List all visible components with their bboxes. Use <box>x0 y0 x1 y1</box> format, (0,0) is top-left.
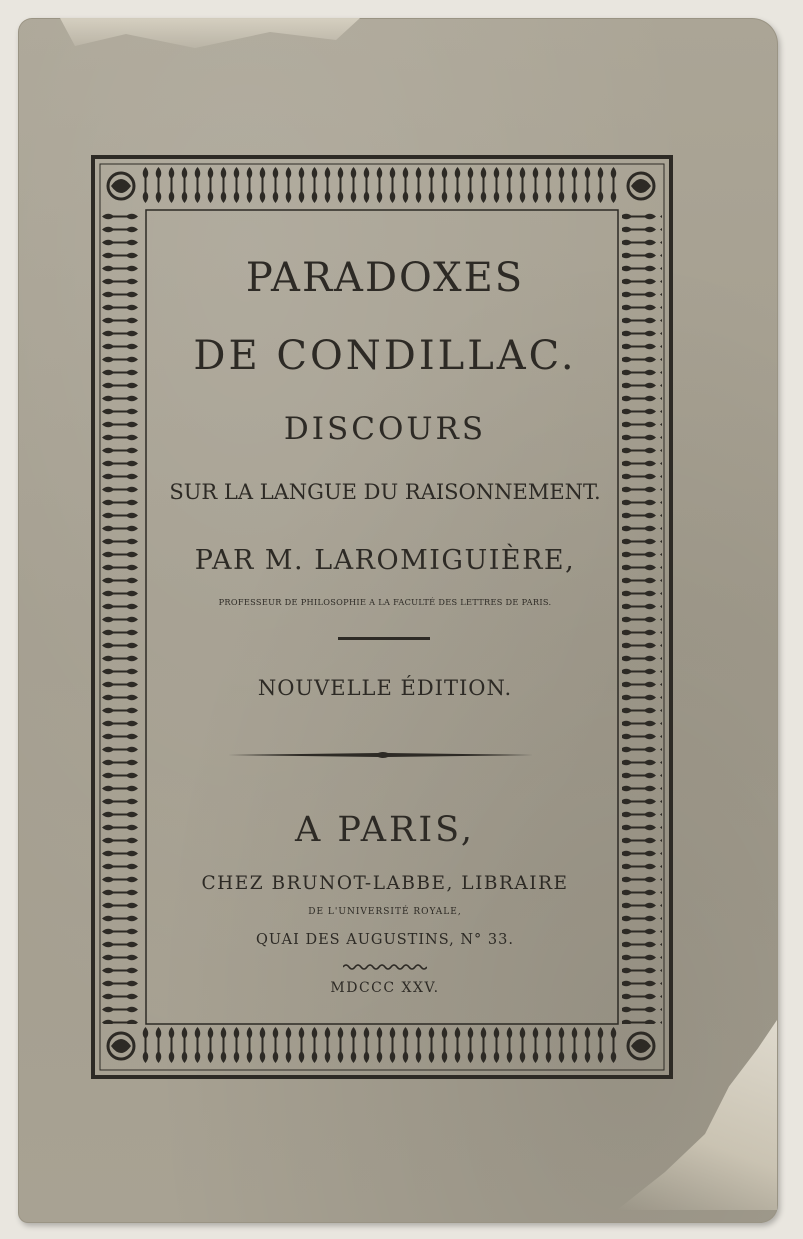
corner-ornament-bottom-right <box>628 1033 654 1059</box>
title-line-2: DE CONDILLAC. <box>193 333 577 379</box>
corner-ornament-bottom-left <box>108 1033 134 1059</box>
imprint-address: QUAI DES AUGUSTINS, N° 33. <box>256 932 514 948</box>
author-position: PROFESSEUR DE PHILOSOPHIE A LA FACULTÉ DES LETTRES DE PARIS. <box>218 597 552 607</box>
imprint-affiliation: DE L'UNIVERSITÉ ROYALE, <box>308 907 462 917</box>
short-divider <box>338 637 430 640</box>
long-divider <box>228 749 533 761</box>
wavy-divider <box>343 963 427 971</box>
imprint-city: A PARIS, <box>294 810 476 850</box>
subtitle-line-1: DISCOURS <box>283 411 487 447</box>
corner-ornament-top-right <box>628 173 654 199</box>
edition-label: NOUVELLE ÉDITION. <box>257 676 513 700</box>
corner-ornament-top-left <box>108 173 134 199</box>
title-line-1: PARADOXES <box>245 255 525 301</box>
subtitle-line-2: SUR LA LANGUE DU RAISONNEMENT. <box>169 480 601 504</box>
imprint-publisher: CHEZ BRUNOT-LABBE, LIBRAIRE <box>201 873 569 894</box>
imprint-year: MDCCC XXV. <box>330 980 440 996</box>
author-name: PAR M. LAROMIGUIÈRE, <box>194 545 576 576</box>
title-page-text <box>150 215 620 1015</box>
